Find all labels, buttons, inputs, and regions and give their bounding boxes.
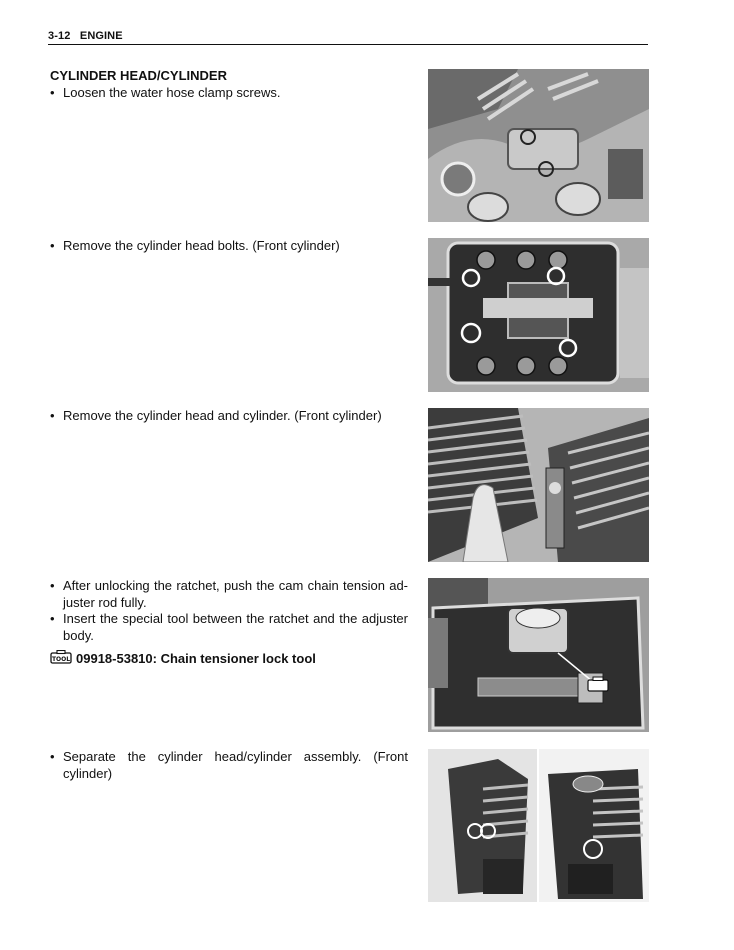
step-2-bullet-1: • Remove the cylinder head bolts. (Front cylinder) (50, 238, 408, 255)
step-2 (50, 238, 408, 255)
photo-water-hose-clamp (428, 69, 649, 222)
special-tool-row (50, 650, 408, 669)
tool-icon-label: TOOL (51, 656, 71, 663)
page-header (48, 30, 648, 45)
engine-photo-2 (428, 238, 649, 392)
step-4-bullet-1: • After unlocking the ratchet, push the cam chain tension ad-juster rod fully. (50, 578, 408, 611)
special-tool-text: 09918-53810: Chain tensioner lock tool (76, 651, 316, 666)
photo-head-cylinder-assembly (428, 749, 649, 902)
engine-photo-4 (428, 578, 649, 732)
step-3-bullet-1: • Remove the cylinder head and cylinder. (Front cylinder) (50, 408, 408, 425)
photo-cylinder-removal (428, 408, 649, 562)
step-1-bullet-1: • Loosen the water hose clamp screws. (50, 85, 408, 102)
step-4-bullet-2: • Insert the special tool between the ratchet and the adjuster body. (50, 611, 408, 644)
section-title: CYLINDER HEAD/CYLINDER (50, 68, 227, 83)
step-4 (50, 578, 408, 669)
step-5 (50, 749, 408, 782)
engine-photo-5 (428, 749, 649, 902)
page-number: 3-12 (48, 30, 71, 42)
engine-photo-1 (428, 69, 649, 222)
photo-cylinder-head-bolts (428, 238, 649, 392)
step-3 (50, 408, 408, 425)
engine-photo-3 (428, 408, 649, 562)
step-1 (50, 85, 408, 102)
step-5-bullet-1: • Separate the cylinder head/cylinder assembly. (Front cylinder) (50, 749, 408, 782)
header-text (48, 30, 123, 42)
chapter-title: ENGINE (79, 30, 123, 42)
photo-chain-tensioner (428, 578, 649, 732)
tool-icon (50, 650, 72, 669)
